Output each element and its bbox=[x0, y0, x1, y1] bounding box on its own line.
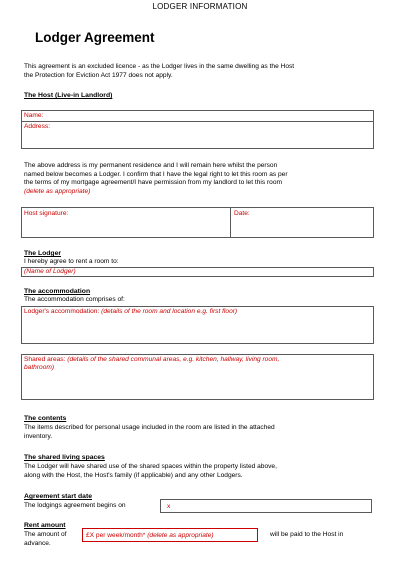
host-heading: The Host (Live-in Landlord) bbox=[24, 92, 113, 99]
signature-box-divider bbox=[230, 208, 231, 237]
lodger-text: I hereby agree to rent a room to: bbox=[24, 258, 119, 265]
residence-line-3: the terms of my mortgage agreement/I have permission from my landlord to let this room bbox=[24, 179, 282, 187]
lodger-accommodation-box[interactable] bbox=[21, 306, 374, 344]
shared-spaces-text bbox=[24, 463, 277, 480]
host-address-field[interactable]: Address: bbox=[24, 123, 51, 130]
shared-areas-label: Shared areas: bbox=[24, 356, 66, 363]
rent-text-before: The amount of bbox=[24, 531, 67, 538]
rent-text-after: will be paid to the Host in bbox=[270, 531, 344, 538]
lodger-accommodation-label: Lodger's accommodation: bbox=[24, 308, 100, 315]
contents-heading: The contents bbox=[24, 415, 67, 422]
residence-line-1: The above address is my permanent residence and I will remain here whilst the person bbox=[24, 162, 278, 169]
start-date-text: The lodgings agreement begins on bbox=[24, 502, 126, 509]
host-box-divider bbox=[22, 121, 373, 122]
shared-spaces-heading: The shared living spaces bbox=[24, 454, 105, 461]
date-field[interactable]: Date: bbox=[234, 210, 250, 217]
document-title: Lodger Agreement bbox=[35, 30, 155, 45]
accommodation-text: The accommodation comprises of: bbox=[24, 296, 125, 303]
rent-amount-note: (delete as appropriate) bbox=[147, 532, 214, 539]
intro-line-2: the Protection for Eviction Act 1977 does not apply. bbox=[24, 71, 173, 79]
intro-text bbox=[24, 63, 294, 80]
contents-line-2: inventory. bbox=[24, 432, 53, 440]
lodger-name-box bbox=[21, 267, 374, 277]
intro-line-1: This agreement is an excluded licence - as the Lodger lives in the same dwelling as the Host bbox=[24, 63, 295, 70]
contents-line-1: The items described for personal usage included in the room are listed in the attached bbox=[24, 424, 275, 431]
host-signature-field[interactable]: Host signature: bbox=[24, 210, 69, 217]
host-name-field[interactable]: Name: bbox=[24, 112, 44, 119]
rent-amount-field bbox=[84, 531, 216, 541]
contents-text bbox=[24, 424, 275, 441]
shared-spaces-line-2: along with the Host, the Host's family (if applicable) and any other Lodgers. bbox=[24, 471, 243, 479]
residence-line-2: named below becomes a Lodger. I confirm that I have the legal right to let this room as per bbox=[24, 170, 288, 178]
start-date-heading: Agreement start date bbox=[24, 493, 92, 500]
page-header: LODGER INFORMATION bbox=[152, 2, 248, 11]
host-details-box bbox=[21, 110, 374, 149]
signature-box bbox=[21, 207, 374, 238]
shared-areas-field bbox=[22, 355, 281, 373]
rent-line-2: advance. bbox=[24, 540, 51, 547]
accommodation-heading: The accommodation bbox=[24, 288, 91, 295]
lodger-name-field[interactable]: (Name of Lodger) bbox=[24, 268, 76, 275]
shared-areas-box[interactable] bbox=[21, 354, 374, 400]
shared-areas-hint-2: bathroom) bbox=[24, 364, 55, 371]
lodger-accommodation-hint: (details of the room and location e.g. first floor) bbox=[101, 308, 238, 315]
residence-statement bbox=[24, 162, 288, 196]
lodger-accommodation-field bbox=[22, 307, 239, 317]
lodger-heading: The Lodger bbox=[24, 250, 62, 257]
shared-areas-hint-1: (details of the shared communal areas, e.g. kitchen, hallway, living room, bbox=[67, 356, 280, 363]
start-date-box bbox=[160, 499, 372, 513]
rent-amount-value: £X per week/month* bbox=[86, 532, 146, 539]
start-date-field[interactable]: x bbox=[167, 503, 171, 510]
residence-note: (delete as appropriate) bbox=[24, 187, 91, 195]
shared-spaces-line-1: The Lodger will have shared use of the shared spaces within the property listed above, bbox=[24, 463, 277, 470]
rent-heading: Rent amount bbox=[24, 522, 66, 529]
rent-amount-box[interactable] bbox=[82, 528, 258, 542]
